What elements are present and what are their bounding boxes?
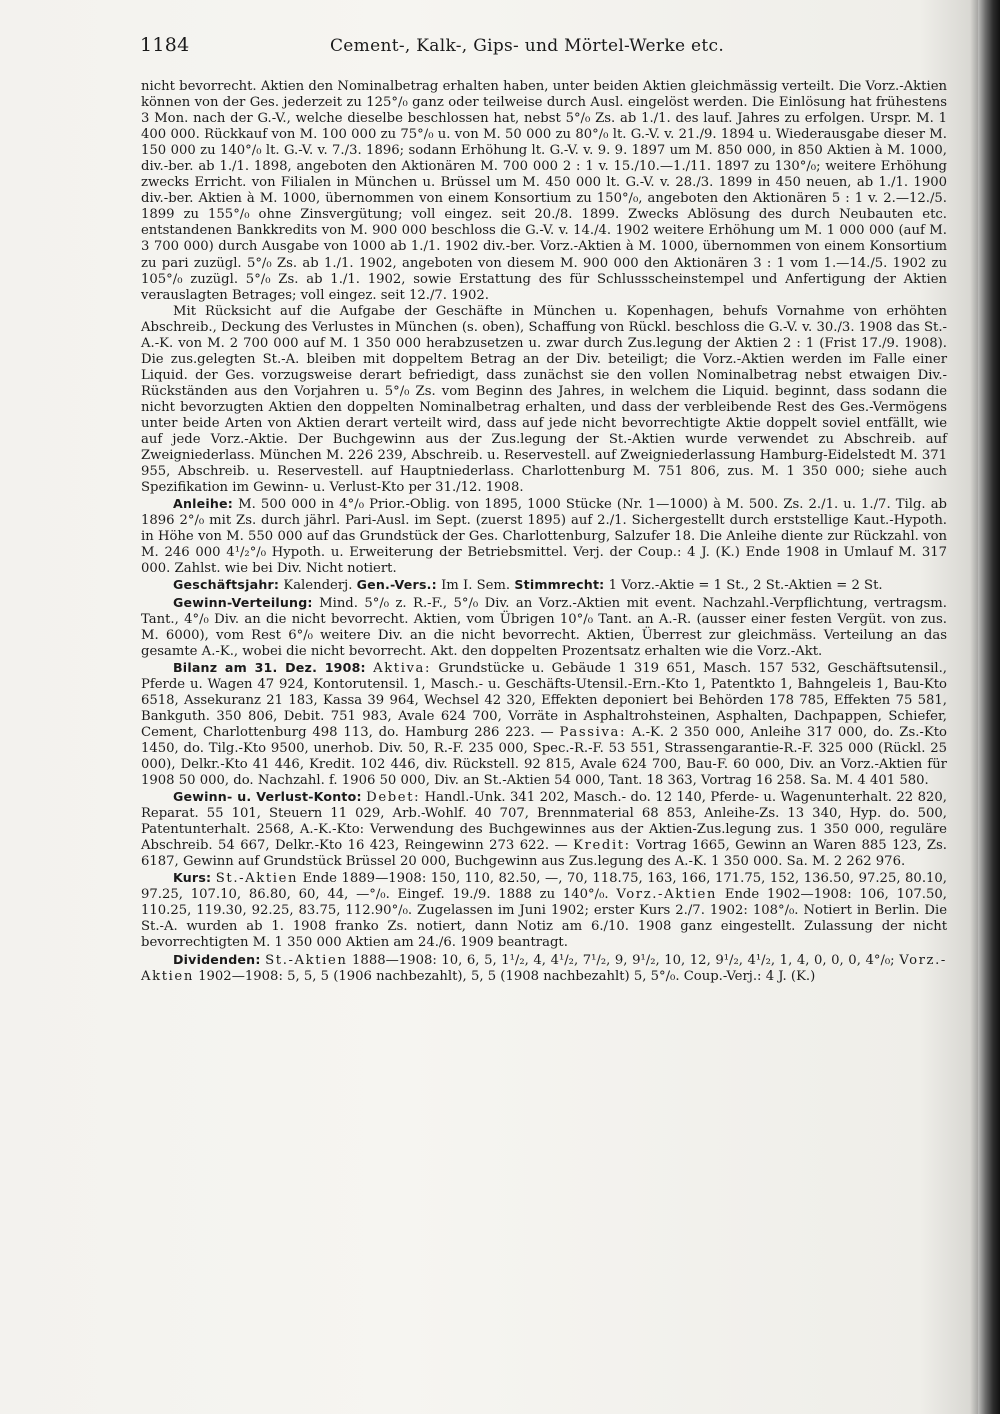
label-passiva: Passiva: [559,724,626,740]
label-gewinn-verlust: Gewinn- u. Verlust-Konto: [173,789,362,805]
label-dividenden: Dividenden: [173,951,261,967]
text-kurs-vorz-aktien: Ende 1902—1908: 106, 107.50, 110.25, 119.30, 92.25, 83.75, 112.90°/₀. Zugelassen im Juni 1902; erster Kurs 2./7. 1902: 108°/₀. Notiert in Berlin. Die St.-A. wurden ab 1. 1908 franko Zs. notiert, dann Notiz am 6./10. 1908 ganz eingestellt. Zulassung der nicht bevorrechtigten M. 1 350 000 Aktien am 24./6. 1909 beantragt. [141,887,947,951]
section-bilanz [141,660,947,789]
label-debet: Debet: [366,790,421,806]
text-div-vorz-aktien: 1902—1908: 5, 5, 5 (1906 nachbezahlt), 5, 5 (1908 nachbezahlt) 5, 5°/₀. Coup.-Verj.: 4 J. (K.) [198,968,816,984]
section-kurs [141,870,947,951]
text-stimmrecht: 1 Vorz.-Aktie = 1 St., 2 St.-Aktien = 2 St. [608,578,883,594]
text-div-st-aktien: 1888—1908: 10, 6, 5, 1¹/₂, 4, 4¹/₂, 7¹/₂, 9, 9¹/₂, 10, 12, 9¹/₂, 4¹/₂, 1, 4, 0, 0, 0, 4°/₀; [352,952,895,968]
label-anleihe: Anleihe: [173,496,234,512]
text-kurs-st-aktien: Ende 1889—1908: 150, 110, 82.50, —, 70, 118.75, 163, 166, 171.75, 152, 136.50, 97.25, 80.10, 97.25, 107.10, 86.80, 60, 44, —°/₀. Eingef. 19./9. 1888 zu 140°/₀. [141,871,947,903]
label-div-st-aktien: St.-Aktien [265,952,348,968]
label-aktiva: Aktiva: [373,660,432,676]
label-geschaeftsjahr: Geschäftsjahr: [173,577,280,593]
paragraph-capital-history: nicht bevorrecht. Aktien den Nominalbetrag erhalten haben, unter beiden Aktien gleichmässig verteilt. Die Vorz.-Aktien können von der Ges. jederzeit zu 125°/₀ ganz oder teilweise durch Ausl. eingelöst werden. Die Einlösung hat frühestens 3 Mon. nach der G.-V., welche dieselbe beschlossen hat, nebst 5°/₀ Zs. ab 1./1. des lauf. Jahres zu erfolgen. Urspr. M. 1 400 000. Rückkauf von M. 100 000 zu 75°/₀ u. von M. 50 000 zu 80°/₀ lt. G.-V. v. 21./9. 1894 u. Wiederausgabe dieser M. 150 000 zu 140°/₀ lt. G.-V. v. 7./3. 1896; sodann Erhöhung lt. G.-V. v. 9. 9. 1897 um M. 850 000, in 850 Aktien à M. 1000, div.-ber. ab 1./1. 1898, angeboten den Aktionären M. 700 000 2 : 1 v. 15./10.—1./11. 1897 zu 130°/₀; weitere Erhöhung zwecks Erricht. von Filialen in München u. Brüssel um M. 450 000 lt. G.-V. v. 28./3. 1899 in 450 neuen, ab 1./1. 1900 div.-ber. Aktien à M. 1000, übernommen von einem Konsortium zu 150°/₀, angeboten den Aktionären 5 : 1 v. 2.—12./5. 1899 zu 155°/₀ ohne Zinsvergütung; voll eingez. seit 20./8. 1899. Zwecks Ablösung des durch Neubauten etc. entstandenen Bankkredits von M. 900 000 beschloss die G.-V. v. 14./4. 1902 weitere Erhöhung um M. 1 000 000 (auf M. 3 700 000) durch Ausgabe von 1000 ab 1./1. 1902 div.-ber. Vorz.-Aktien à M. 1000, übernommen von einem Konsortium zu pari zuzügl. 5°/₀ Zs. ab 1./1. 1902, angeboten von diesem M. 900 000 den Aktionären 3 : 1 vom 1.—14./5. 1902 zu 105°/₀ zuzügl. 5°/₀ Zs. ab 1./1. 1902, sowie Erstattung des für Schlussscheinstempel und Anfertigung der Aktien verauslagten Betrages; voll eingez. seit 12./7. 1902. [141,79,947,303]
section-dividenden [141,952,947,985]
book-spine-shadow [978,0,1000,1414]
label-gewinn-verteilung: Gewinn-Verteilung: [173,594,313,610]
running-title: Cement-, Kalk-, Gips- und Mörtel-Werke etc. [330,36,725,56]
section-meta [141,577,947,594]
article-body [141,79,947,985]
text-gewinn-verteilung: Mind. 5°/₀ z. R.-F., 5°/₀ Div. an Vorz.-Aktien mit event. Nachzahl.-Verpflichtung, vertragsm. Tant., 4°/₀ Div. an die nicht bevorrecht. Aktien, vom Übrigen 10°/₀ Tant. an A.-R. (ausser einer festen Vergüt. von zus. M. 6000), vom Rest 6°/₀ weitere Div. an die nicht bevorrecht. Aktien, Überrest zur gleichmäss. Verteilung an das gesamte A.-K., wobei die nicht bevorrecht. Akt. den doppelten Prozentsatz erhalten wie die Vorz.-Akt. [141,595,947,659]
section-gewinn-verteilung [141,595,947,660]
text-gen-vers: Im I. Sem. [441,578,511,594]
section-gewinn-verlust [141,789,947,870]
label-bilanz: Bilanz am 31. Dez. 1908: [173,659,366,675]
page-number: 1184 [140,34,190,56]
label-kurs-vorz-aktien: Vorz.-Aktien [616,887,718,903]
text-debet: Handl.-Unk. 341 202, Masch.- do. 12 140, Pferde- u. Wagenunterhalt. 22 820, Reparat. 55 101, Steuern 11 029, Arb.-Wohlf. 40 707, Brennmaterial 68 853, Anleihe-Zs. 13 340, Hyp. do. 500, Patentunterhalt. 2568, A.-K.-Kto: Verwendung des Buchgewinnes aus der Aktien-Zus.legung zus. 1 350 000, reguläre Abschreib. 54 667, Delkr.-Kto 16 423, Reingewinn 273 622. — [141,790,947,854]
paragraph-reduction: Mit Rücksicht auf die Aufgabe der Geschäfte in München u. Kopenhagen, behufs Vornahme von erhöhten Abschreib., Deckung des Verlustes in München (s. oben), Schaffung von Rückl. beschloss die G.-V. v. 30./3. 1908 das St.-A.-K. von M. 2 700 000 auf M. 1 350 000 herabzusetzen u. zwar durch Zus.legung der Aktien 2 : 1 (Frist 17./9. 1908). Die zus.gelegten St.-A. bleiben mit doppeltem Betrag an der Div. beteiligt; die Vorz.-Aktien werden im Falle einer Liquid. der Ges. vorzugsweise derart befriedigt, dass zunächst sie den vollen Nominalbetrag nebst etwaigen Div.-Rückständen aus den Vorjahren u. 5°/₀ Zs. vom Beginn des Jahres, in welchem die Liquid. beginnt, dass sodann die nicht bevorzugten Aktien den doppelten Nominalbetrag erhalten, und dass der verbleibende Rest des Ges.-Vermögens unter beide Arten von Aktien derart verteilt wird, dass auf jede nicht bevorrechtigte Aktie doppelt soviel entfällt, wie auf jede Vorz.-Aktie. Der Buchgewinn aus der Zus.legung der St.-Aktien wurde verwendet zu Abschreib. auf Zweigniederlass. München M. 226 239, Abschreib. u. Reservestell. auf Zweigniederlassung Hamburg-Eidelstedt M. 371 955, Abschreib. u. Reservestell. auf Hauptniederlass. Charlottenburg M. 751 806, zus. M. 1 350 000; siehe auch Spezifikation im Gewinn- u. Verlust-Kto per 31./12. 1908. [141,303,947,496]
label-stimmrecht: Stimmrecht: [514,577,605,593]
running-header [140,34,940,58]
label-gen-vers: Gen.-Vers.: [356,577,437,593]
text-geschaeftsjahr: Kalenderj. [283,578,353,594]
section-anleihe [141,496,947,577]
label-div-vorz-aktien: Vorz.-Aktien [141,952,947,984]
label-kurs-st-aktien: St.-Aktien [215,871,299,887]
text-kredit: Vortrag 1665, Gewinn an Waren 885 123, Zs. 6187, Gewinn auf Grundstück Brüssel 20 000, Buchgewinn aus Zus.legung des A.-K. 1 350 000. Sa. M. 2 262 976. [141,838,947,870]
text-aktiva: Grundstücke u. Gebäude 1 319 651, Masch. 157 532, Geschäftsutensil., Pferde u. Wagen 47 924, Kontorutensil. 1, Masch.- u. Geschäfts-Utensil.-Ern.-Kto 1, Patentkto 1, Bahngeleis 1, Bau-Kto 6518, Assekuranz 21 183, Kassa 39 964, Wechsel 42 320, Effekten deponiert bei Behörden 178 785, Effekten 75 581, Bankguth. 350 806, Debit. 751 983, Avale 624 700, Vorräte in Asphaltrohsteinen, Asphalten, Dachpappen, Schiefer, Cement, Charlottenburg 498 113, do. Hamburg 286 223. — [141,660,947,740]
label-kurs: Kurs: [173,870,212,886]
label-kredit: Kredit: [573,838,631,854]
text-anleihe: M. 500 000 in 4°/₀ Prior.-Oblig. von 1895, 1000 Stücke (Nr. 1—1000) à M. 500. Zs. 2./1. u. 1./7. Tilg. ab 1896 2°/₀ mit Zs. durch jährl. Pari-Ausl. im Sept. (zuerst 1895) auf 2./1. Sichergestellt durch erststellige Kaut.-Hypoth. in Höhe von M. 550 000 auf das Grundstück der Ges. Charlottenburg, Salzufer 18. Die Anleihe diente zur Rückzahl. von M. 246 000 4¹/₂°/₀ Hypoth. u. Erweiterung der Betriebsmittel. Verj. der Coup.: 4 J. (K.) Ende 1908 in Umlauf M. 317 000. Zahlst. wie bei Div. Nicht notiert. [141,497,947,577]
text-passiva: A.-K. 2 350 000, Anleihe 317 000, do. Zs.-Kto 1450, do. Tilg.-Kto 9500, unerhob. Div. 50, R.-F. 235 000, Spec.-R.-F. 53 551, Strassengarantie-R.-F. 325 000 (Rückl. 25 000), Delkr.-Kto 41 446, Kredit. 102 446, div. Rückstell. 92 815, Avale 624 700, Bau-F. 60 000, Div. an Vorz.-Aktien für 1908 50 000, do. Nachzahl. f. 1906 50 000, Div. an St.-Aktien 54 000, Tant. 18 363, Vortrag 16 258. Sa. M. 4 401 580. [141,724,947,789]
